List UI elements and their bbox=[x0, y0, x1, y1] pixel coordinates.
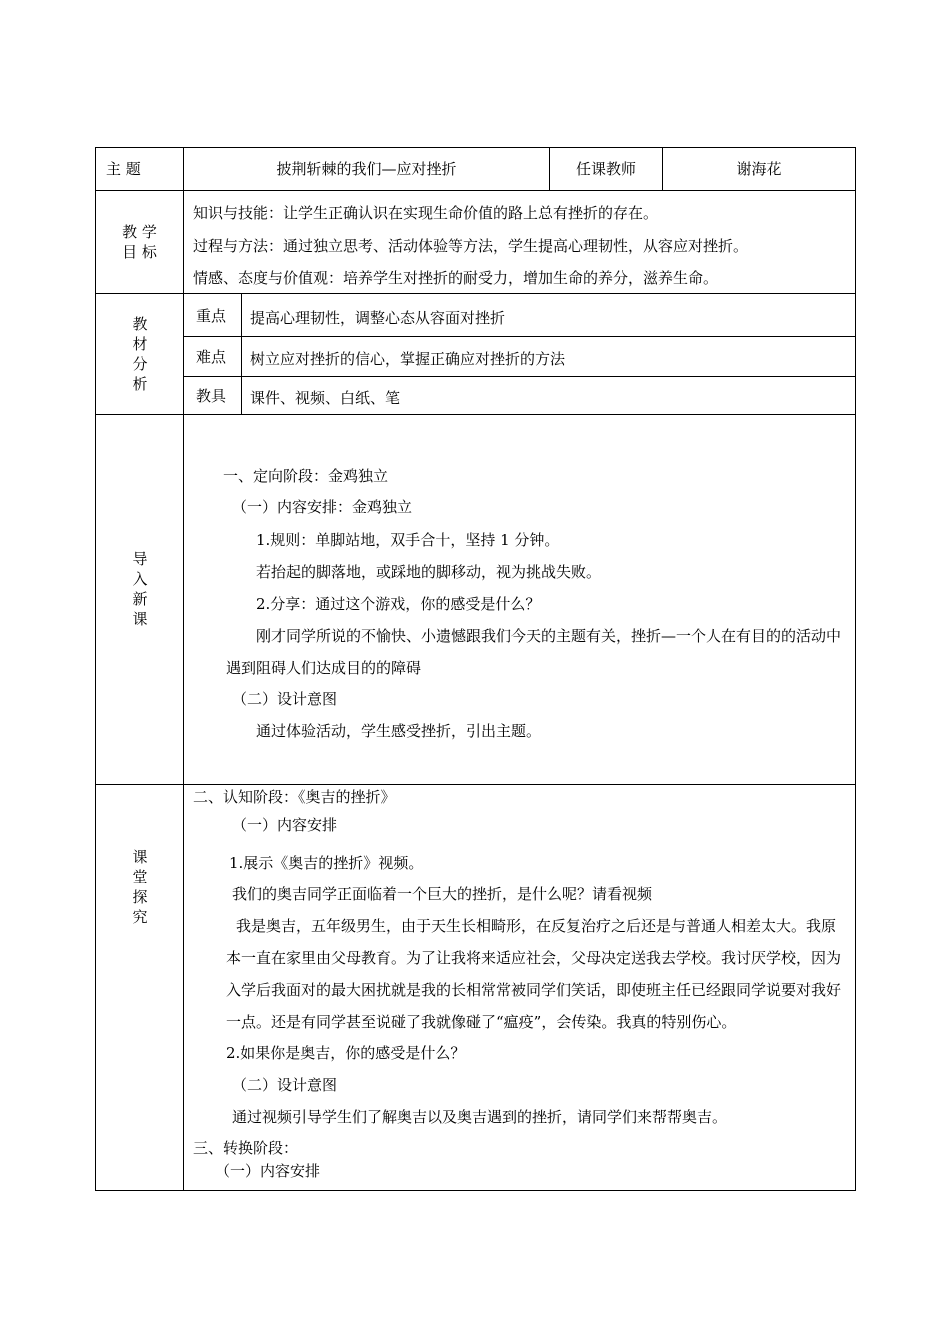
explore-story-1: 我是奥吉，五年级男生，由于天生长相畸形，在反复治疗之后还是与普通人相差太大。我原 bbox=[236, 917, 837, 935]
explore-content-heading: （一）内容安排 bbox=[232, 816, 338, 834]
explore-question: 2.如果你是奥吉，你的感受是什么？ bbox=[226, 1044, 466, 1062]
intro-content-heading: （一）内容安排：金鸡独立 bbox=[232, 498, 413, 516]
row-divider-analysis-2 bbox=[183, 376, 856, 377]
analysis-key-tools: 教具 bbox=[196, 387, 227, 405]
intro-label: 导入新课 bbox=[132, 550, 148, 628]
analysis-key-difficulty: 难点 bbox=[196, 348, 227, 366]
row-divider-intro bbox=[95, 784, 856, 785]
row-divider-analysis bbox=[95, 414, 856, 415]
intro-rule: 1.规则：单脚站地，双手合十，坚持 1 分钟。 bbox=[256, 531, 560, 549]
analysis-key-divider bbox=[241, 293, 242, 415]
row-divider-analysis-1 bbox=[183, 336, 856, 337]
explore-heading: 二、认知阶段：《奥吉的挫折》 bbox=[193, 788, 396, 806]
explore-story-2: 本一直在家里由父母教育。为了让我将来适应社会，父母决定送我去学校。我讨厌学校，因为 bbox=[226, 949, 842, 967]
analysis-key-focus: 重点 bbox=[196, 307, 227, 325]
teacher-label: 任课教师 bbox=[575, 160, 636, 178]
explore-intro-text: 我们的奥吉同学正面临着一个巨大的挫折，是什么呢？请看视频 bbox=[232, 885, 653, 903]
intro-design-heading: （二）设计意图 bbox=[232, 690, 338, 708]
table-left-border bbox=[95, 147, 96, 1191]
table-right-border bbox=[855, 147, 856, 1191]
objectives-label-line1: 教 学 bbox=[122, 223, 157, 241]
transition-content-heading: （一）内容安排 bbox=[215, 1162, 321, 1180]
label-column-divider bbox=[183, 147, 184, 1191]
intro-design-text: 通过体验活动，学生感受挫折，引出主题。 bbox=[256, 722, 542, 740]
table-top-border bbox=[95, 147, 856, 148]
analysis-value-tools: 课件、视频、白纸、笔 bbox=[250, 389, 401, 407]
explore-design-heading: （二）设计意图 bbox=[232, 1076, 338, 1094]
intro-heading: 一、定向阶段：金鸡独立 bbox=[223, 467, 389, 485]
analysis-label: 教材分析 bbox=[132, 315, 148, 393]
explore-label: 课堂探究 bbox=[132, 848, 148, 926]
objective-knowledge: 知识与技能：让学生正确认识在实现生命价值的路上总有挫折的存在。 bbox=[193, 204, 659, 222]
subject-value: 披荆斩棘的我们—应对挫折 bbox=[276, 160, 457, 178]
explore-design-text: 通过视频引导学生们了解奥吉以及奥吉遇到的挫折，请同学们来帮帮奥吉。 bbox=[232, 1108, 728, 1126]
intro-share: 2.分享：通过这个游戏，你的感受是什么？ bbox=[256, 595, 541, 613]
objective-process: 过程与方法：通过独立思考、活动体验等方法，学生提高心理韧性，从容应对挫折。 bbox=[193, 237, 749, 255]
objectives-label-line2: 目 标 bbox=[122, 243, 157, 261]
analysis-value-difficulty: 树立应对挫折的信心，掌握正确应对挫折的方法 bbox=[250, 350, 566, 368]
intro-definition-2: 遇到阻碍人们达成目的的障碍 bbox=[226, 659, 422, 677]
explore-story-3: 入学后我面对的最大困扰就是我的长相常常被同学们笑话，即使班主任已经跟同学说要对我好 bbox=[226, 981, 842, 999]
teacher-value: 谢海花 bbox=[736, 160, 782, 178]
objective-values: 情感、态度与价值观：培养学生对挫折的耐受力，增加生命的养分，滋养生命。 bbox=[193, 269, 719, 287]
subject-label: 主 题 bbox=[106, 160, 141, 178]
intro-rule-fail: 若抬起的脚落地，或踩地的脚移动，视为挑战失败。 bbox=[256, 563, 602, 581]
explore-story-4: 一点。还是有同学甚至说碰了我就像碰了“瘟疫”，会传染。我真的特别伤心。 bbox=[226, 1013, 737, 1031]
transition-heading: 三、转换阶段： bbox=[193, 1139, 299, 1157]
table-bottom-border bbox=[95, 1190, 856, 1191]
intro-definition-1: 刚才同学所说的不愉快、小遗憾跟我们今天的主题有关，挫折—一个人在有目的的活动中 bbox=[256, 627, 842, 645]
analysis-value-focus: 提高心理韧性，调整心态从容面对挫折 bbox=[250, 309, 506, 327]
row-divider-header bbox=[95, 190, 856, 191]
row-divider-objectives bbox=[95, 293, 856, 294]
explore-video: 1.展示《奥吉的挫折》视频。 bbox=[229, 854, 424, 872]
